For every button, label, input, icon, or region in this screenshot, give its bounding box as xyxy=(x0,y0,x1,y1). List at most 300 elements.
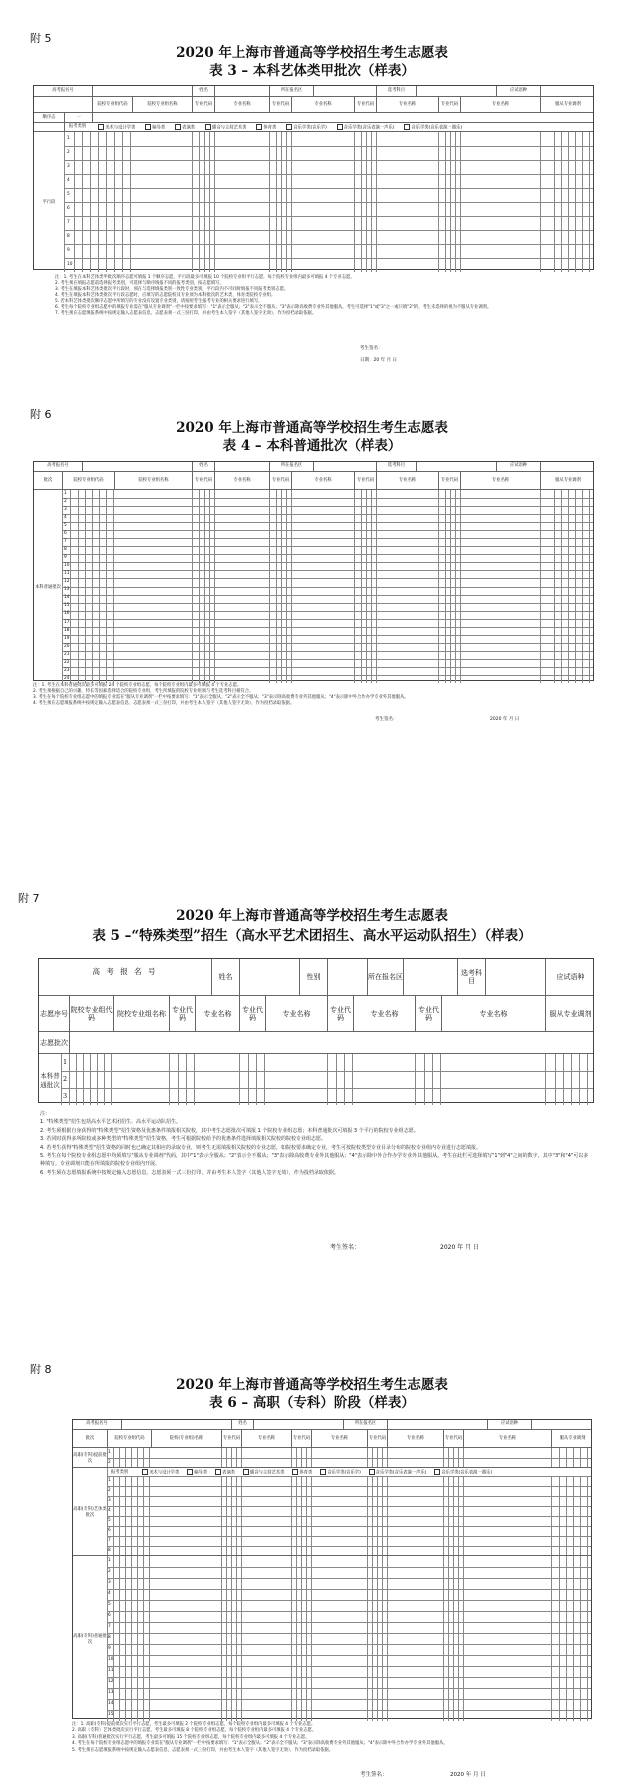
exam-number-input[interactable] xyxy=(92,86,192,96)
language-input[interactable] xyxy=(540,462,595,471)
column-divider xyxy=(450,132,451,272)
column-divider xyxy=(561,132,562,272)
column-divider xyxy=(125,1556,126,1721)
checkbox-icon xyxy=(175,124,181,130)
column-divider xyxy=(83,1054,84,1105)
column-divider xyxy=(143,1448,144,1468)
column-divider xyxy=(114,132,115,272)
row-divider xyxy=(62,514,593,515)
col-batch: 批次 xyxy=(85,1435,95,1441)
column-divider xyxy=(130,132,131,272)
header-row xyxy=(34,462,593,471)
column-divider xyxy=(366,490,367,683)
column-divider xyxy=(382,1448,383,1468)
col-major-name-3: 专业名称 xyxy=(387,1430,443,1448)
col-major-code-4: 专业代码 xyxy=(443,1430,463,1448)
column-divider xyxy=(113,490,114,683)
category-option[interactable]: 表演类 xyxy=(175,124,195,131)
row-number: 6 xyxy=(67,205,70,211)
row-divider xyxy=(62,506,593,507)
checkbox-icon xyxy=(337,124,343,130)
row-number: 17 xyxy=(64,619,70,625)
column-divider xyxy=(551,1556,552,1721)
row-divider xyxy=(64,244,593,245)
column-divider xyxy=(194,1054,195,1105)
row-divider xyxy=(62,619,593,620)
category-option[interactable]: 美术与设计学类 xyxy=(142,1469,179,1476)
column-divider xyxy=(301,1556,302,1721)
row-divider xyxy=(64,216,593,217)
col-major-code-2: 专业代码 xyxy=(291,1430,311,1448)
normal-batch-grid[interactable] xyxy=(73,1555,591,1721)
column-divider xyxy=(192,490,193,683)
column-divider xyxy=(149,1448,150,1468)
col-major-code-2: 专业代码 xyxy=(239,996,265,1032)
batch-grid[interactable] xyxy=(39,1053,593,1105)
row-number: 6 xyxy=(108,1613,111,1619)
language-label: 应试语种 xyxy=(487,1420,531,1429)
row-number: 19 xyxy=(64,635,70,641)
column-divider xyxy=(296,1476,297,1556)
column-divider xyxy=(568,490,569,683)
column-divider xyxy=(143,1556,144,1721)
batch-header-input[interactable] xyxy=(69,1032,595,1054)
row-number: 4 xyxy=(108,1507,111,1513)
region-input[interactable] xyxy=(313,462,376,471)
row-divider xyxy=(62,578,593,579)
col-major-code-2: 专业代码 xyxy=(269,97,291,113)
row-number: 8 xyxy=(67,233,70,239)
row-number: 13 xyxy=(108,1690,114,1696)
language-label: 应试语种 xyxy=(496,86,540,96)
column-divider xyxy=(376,490,377,683)
checkbox-icon xyxy=(145,124,151,130)
col-group-name: 院校专业组名称 xyxy=(132,97,192,113)
exam-number-cell[interactable] xyxy=(39,959,211,995)
column-divider xyxy=(137,1476,138,1556)
category-option[interactable]: 体育类 xyxy=(292,1469,312,1476)
column-divider xyxy=(554,490,555,683)
column-divider xyxy=(559,1448,560,1468)
row-number: 1 xyxy=(67,135,70,141)
column-divider xyxy=(372,1448,373,1468)
column-divider xyxy=(286,132,287,272)
row-divider xyxy=(107,1546,591,1547)
exam-number-input[interactable] xyxy=(82,462,192,471)
checkbox-icon xyxy=(404,124,410,130)
row-divider xyxy=(107,1600,591,1601)
row-divider xyxy=(107,1526,591,1527)
column-divider xyxy=(387,1556,388,1721)
annex6-title: 2020 年上海市普通高等学校招生考生志愿表 xyxy=(176,420,448,436)
row-divider xyxy=(62,675,593,676)
row-divider xyxy=(62,667,593,668)
column-divider xyxy=(221,1476,222,1556)
row-number: 5 xyxy=(64,523,67,529)
annex7-notes: 注： 1. "特殊类型"招生包括高水平艺术团招生、高水平运动队招生。 2. 考生须根据自身获得的"特殊类型"招生资格及优惠条件填报相关院校，其中考生志愿批次可填报 1 个院校专业组志愿；本科普通批次可填报 3 个平行的院校专业组志愿。 3. 若同时获得多所院校或多种类型的"特殊类型"招生资格，考生可根据院校给予的优惠条件选择填报相关院校的院校专业组志愿。 4. 若考生获得"特殊类型"招生资格的同时也已确定其相应的录取专业，则考生无需填报相关院校的专业志愿，如院校要求确定专业，考生可按院校类型专业目录分布的院校专业组内专业进行志愿填报。 5. 考生在每个院校专业组志愿中均须填写"服从专业调剂"代码，其中"1"表示全服从；"2"表示全不服从；"3"表示除高收费专业外其他服从；"4"表示除中外合作办学专业外其他服从。考生在此栏可选择填写"1"到"4"之间的数字，其中"3"和"4"可以多种填写。专业调剂只能在所填报的院校专业组内开展。 6. 考生须在志愿填报系统中按规定输入志愿信息，志愿表须一式三份打印，并由考生本人签字（其他人签字无效），作为投档录取依据。 xyxy=(40,1111,589,1176)
col-adjust: 服从专业调剂 xyxy=(540,472,595,490)
row-number: 8 xyxy=(108,1547,111,1553)
column-divider xyxy=(276,132,277,272)
column-divider xyxy=(367,1448,368,1468)
row-divider xyxy=(64,258,593,259)
column-divider xyxy=(448,1448,449,1468)
region-input[interactable] xyxy=(313,86,376,96)
category-option[interactable]: 音乐学类(音乐表演一器乐) xyxy=(434,1469,492,1476)
row-number: 1 xyxy=(108,1449,111,1455)
column-divider xyxy=(291,1448,292,1468)
category-option[interactable]: 音乐学类(音乐表演一声乐) xyxy=(369,1469,427,1476)
column-divider xyxy=(387,1448,388,1468)
column-divider xyxy=(545,1054,546,1105)
column-divider xyxy=(306,1448,307,1468)
row-number: 9 xyxy=(64,555,67,561)
column-divider xyxy=(366,132,367,272)
column-divider xyxy=(149,1556,150,1721)
column-divider xyxy=(432,1054,433,1105)
column-divider xyxy=(221,1448,222,1468)
column-divider xyxy=(137,1556,138,1721)
row-divider xyxy=(107,1578,591,1579)
annex6-label: 附 6 xyxy=(30,408,52,421)
column-divider xyxy=(372,1476,373,1556)
category-option[interactable]: 编导类 xyxy=(145,124,165,131)
category-option[interactable]: 音乐学类(音乐学) xyxy=(286,124,326,131)
column-divider xyxy=(566,1476,567,1556)
name-input[interactable] xyxy=(239,959,299,995)
category-option[interactable]: 音乐学类(音乐表演一器乐) xyxy=(404,124,462,131)
col-group-name: 院校(专业组)名称 xyxy=(151,1430,221,1448)
column-divider xyxy=(580,1556,581,1721)
column-divider xyxy=(226,1556,227,1721)
region-input[interactable] xyxy=(403,959,457,995)
row-divider xyxy=(64,146,593,147)
subjects-input[interactable] xyxy=(416,86,496,96)
column-header-row xyxy=(73,1429,591,1448)
row-number: 1 xyxy=(108,1558,111,1564)
col-major-name-4: 专业名称 xyxy=(460,472,540,490)
col-major-code-1: 专业代码 xyxy=(192,472,214,490)
exam-number-label: 高考报名号 xyxy=(86,1421,108,1427)
region-input[interactable] xyxy=(387,1420,487,1429)
annex6-form xyxy=(33,461,594,681)
header-row xyxy=(34,86,593,96)
row-number: 9 xyxy=(67,247,70,253)
row-number: 18 xyxy=(64,627,70,633)
column-divider xyxy=(291,132,292,272)
col-batch: 批次 xyxy=(43,477,53,483)
exam-number-input[interactable] xyxy=(121,1420,231,1429)
header-row xyxy=(39,959,593,995)
gender-input[interactable] xyxy=(327,959,367,995)
row-divider xyxy=(107,1516,591,1517)
column-divider xyxy=(443,1556,444,1721)
col-major-code-3: 专业代码 xyxy=(327,996,353,1032)
checkbox-icon xyxy=(286,124,292,130)
batch-grid[interactable] xyxy=(34,489,593,683)
column-divider xyxy=(463,1556,464,1721)
normal-batch-label: 高职(专科)普通批次 xyxy=(73,1633,107,1645)
col-group-name: 院校专业组名称 xyxy=(114,472,192,490)
column-divider xyxy=(311,1556,312,1721)
column-divider xyxy=(248,1054,249,1105)
row-number: 12 xyxy=(64,579,70,585)
annex5-notes: 注：1. 考生在本科艺体类甲批次顺序志愿可填报 1 个顺序志愿，平行段最多可填报 10 个院校专业组平行志愿，每个院校专业组内最多可填报 4 个专业志愿。 2. 考生须在填报志愿前选择报考类别，可选择与顺序填报不同的报考类别，按志愿填写。 3. 考生在填报本科艺体类批次平行段时，须在与选择填报类别一致性专业类别，平行段内不可同时填报不同报考类别志愿。 4. 考生在填报本科艺体类批次平行段志愿时，应填写的志愿院校及专业须为本科批次的艺术类、体育类院校专业组。 5. 若本科艺体类批次顺序志愿中所填写的专业没有设置专业类别，请按照考生报考专业的相关要求进行填写。 6. 考生每个院校专业组志愿中的填报专业需在"服从专业调剂"一栏中按要求填写："1"表示全服从；"2"表示全不服从；"3"表示除高收费专业外其他服从，考生可选择"1"或"3"之一或只填"2"的，考生未选择的视为不服从专业调剂。 7. 考生须在志愿填报系统中按规定输入志愿表信息，志愿表须一式三份打印，并由考生本人签字（其他人签字无效），作为投档录取依据。 xyxy=(55,275,492,316)
name-label: 姓名 xyxy=(192,86,214,96)
column-divider xyxy=(458,1448,459,1468)
annex5-form xyxy=(33,85,594,270)
name-input[interactable] xyxy=(253,1420,343,1429)
column-divider xyxy=(587,1448,588,1468)
col-group-code: 院校专业组代码 xyxy=(92,97,132,113)
row-divider xyxy=(107,1486,591,1487)
row-divider xyxy=(107,1633,591,1634)
annex5-subtitle: 表 3 – 本科艺体类甲批次（样表） xyxy=(209,63,415,79)
column-divider xyxy=(276,490,277,683)
column-divider xyxy=(573,1476,574,1556)
checkbox-icon xyxy=(434,1469,440,1475)
column-divider xyxy=(445,490,446,683)
early-batch-grid[interactable] xyxy=(73,1447,591,1468)
column-divider xyxy=(209,490,210,683)
art-batch-label: 高职(专科)艺体类批次 xyxy=(73,1507,107,1518)
column-divider xyxy=(575,490,576,683)
row-divider xyxy=(62,554,593,555)
name-label: 姓名 xyxy=(192,462,214,471)
row-divider xyxy=(62,643,593,644)
column-divider xyxy=(125,1448,126,1468)
row-divider xyxy=(62,651,593,652)
row-number: 3 xyxy=(108,1497,111,1503)
column-divider xyxy=(256,1054,257,1105)
col-major-name-3: 专业名称 xyxy=(353,996,415,1032)
column-divider xyxy=(568,132,569,272)
column-divider xyxy=(286,490,287,683)
zhiyuan-batch-label: 志愿批次 xyxy=(40,1038,68,1047)
column-divider xyxy=(559,1476,560,1556)
row-number: 8 xyxy=(108,1635,111,1641)
column-divider xyxy=(226,1448,227,1468)
language-input[interactable] xyxy=(531,1420,593,1429)
row-number: 7 xyxy=(108,1624,111,1630)
row-number: 21 xyxy=(64,651,70,657)
checkbox-icon xyxy=(369,1469,375,1475)
annex8-subtitle: 表 6 – 高职（专科）阶段（样表） xyxy=(209,1395,415,1411)
col-adjust: 服从专业调剂 xyxy=(540,97,595,113)
column-divider xyxy=(301,1448,302,1468)
column-divider xyxy=(199,132,200,272)
row-divider xyxy=(62,530,593,531)
row-number: 5 xyxy=(108,1517,111,1523)
row-number: 4 xyxy=(108,1591,111,1597)
row-divider xyxy=(62,538,593,539)
column-divider xyxy=(377,1476,378,1556)
subjects-label: 选考科目 xyxy=(376,462,416,471)
row-number: 20 xyxy=(64,643,70,649)
column-divider xyxy=(78,490,79,683)
column-divider xyxy=(443,1476,444,1556)
column-divider xyxy=(458,1476,459,1556)
name-input[interactable] xyxy=(214,86,269,96)
art-batch-grid[interactable] xyxy=(73,1467,591,1556)
column-divider xyxy=(186,1054,187,1105)
column-divider xyxy=(445,132,446,272)
column-divider xyxy=(573,1556,574,1721)
column-divider xyxy=(301,1476,302,1556)
checkbox-icon xyxy=(142,1469,148,1475)
column-divider xyxy=(241,1448,242,1468)
annex7-date: 2020 年 月 日 xyxy=(440,1244,479,1251)
batch-header-row xyxy=(39,1031,593,1054)
column-divider xyxy=(125,1476,126,1556)
row-divider xyxy=(64,160,593,161)
col-group-code: 院校专业组代码 xyxy=(62,472,114,490)
subjects-input[interactable] xyxy=(416,462,496,471)
annex7-label: 附 7 xyxy=(18,892,40,905)
column-divider xyxy=(463,1476,464,1556)
name-label: 姓名 xyxy=(211,959,239,995)
col-major-code-3: 专业代码 xyxy=(367,1430,387,1448)
column-divider xyxy=(192,132,193,272)
column-divider xyxy=(92,490,93,683)
row-divider xyxy=(107,1506,591,1507)
column-divider xyxy=(241,1556,242,1721)
language-input[interactable] xyxy=(540,86,595,96)
column-divider xyxy=(106,132,107,272)
row-divider xyxy=(107,1666,591,1667)
column-divider xyxy=(221,1556,222,1721)
row-number: 10 xyxy=(67,261,73,267)
column-divider xyxy=(382,1556,383,1721)
row-number: 2 xyxy=(64,498,67,504)
column-divider xyxy=(269,132,270,272)
checkbox-icon xyxy=(292,1469,298,1475)
annex8-section xyxy=(0,1355,624,1780)
column-divider xyxy=(440,1054,441,1105)
category-option[interactable]: 体育类 xyxy=(256,124,276,131)
column-divider xyxy=(372,1556,373,1721)
col-major-code-3: 专业代码 xyxy=(354,97,376,113)
row-number: 16 xyxy=(64,611,70,617)
column-divider xyxy=(231,1476,232,1556)
annex7-form xyxy=(38,958,594,1103)
early-batch-label: 高职(专科)提前批次 xyxy=(73,1453,107,1464)
column-divider xyxy=(354,490,355,683)
annex5-title: 2020 年上海市普通高等学校招生考生志愿表 xyxy=(176,45,448,61)
row-divider xyxy=(62,522,593,523)
column-divider xyxy=(236,1556,237,1721)
annex8-label: 附 8 xyxy=(30,1363,52,1376)
annex8-sign: 考生签名： xyxy=(360,1772,388,1778)
row-number: 11 xyxy=(64,571,70,577)
row-number: 10 xyxy=(108,1657,114,1663)
column-divider xyxy=(455,490,456,683)
column-header-row xyxy=(34,471,593,490)
annex5-label: 附 5 xyxy=(30,32,52,45)
column-divider xyxy=(131,1448,132,1468)
column-divider xyxy=(296,1448,297,1468)
column-divider xyxy=(291,490,292,683)
row-number: 5 xyxy=(108,1602,111,1608)
row-divider xyxy=(62,595,593,596)
row-divider xyxy=(107,1699,591,1700)
parallel-grid[interactable] xyxy=(34,131,593,272)
category-option[interactable]: 美术与设计学类 xyxy=(98,124,135,131)
annex6-sign: 考生签名： xyxy=(375,717,398,722)
col-major-name-1: 专业名称 xyxy=(195,996,239,1032)
category-option[interactable]: 编导类 xyxy=(187,1469,207,1476)
checkbox-icon xyxy=(205,124,211,130)
category-option[interactable]: 播音与主持艺术类 xyxy=(243,1469,284,1476)
language-label: 应试语种 xyxy=(545,959,595,995)
row-number: 4 xyxy=(67,177,70,183)
row-number: 9 xyxy=(108,1646,111,1652)
row-number: 7 xyxy=(108,1537,111,1543)
row-number: 22 xyxy=(64,659,70,665)
row-divider xyxy=(107,1644,591,1645)
row-divider xyxy=(64,230,593,231)
parallel-label: 平行段 xyxy=(42,200,56,205)
row-divider xyxy=(62,627,593,628)
sequential-num: 一 xyxy=(64,113,92,123)
name-input[interactable] xyxy=(214,462,269,471)
column-divider xyxy=(455,132,456,272)
annex6-notes: 注：1. 考生在本科普通批次最多可填报 24 个院校专业组志愿，每个院校专业组内最多可填报 4 个专业志愿。 2. 考生须根据自己的兴趣、特长等因素选择适合的院校专业组，考生所填报的院校专业组须与考生选考科目相符合。 3. 考生在每个院校专业组志愿中的填报专业需在"服从专业调剂"一栏中按要求填写："1"表示全服从；"2"表示全不服从；"3"表示除高收费专业外其他服从；"4"表示除中外合作办学专业外其他服从。 4. 考生须在志愿填报系统中按规定输入志愿表信息，志愿表须一式三份打印，并由考生本人签字（其他人签字无效），作为投档录取依据。 xyxy=(33,683,409,706)
col-major-name-4: 专业名称 xyxy=(460,97,540,113)
column-divider xyxy=(111,1054,112,1105)
column-divider xyxy=(580,1476,581,1556)
column-divider xyxy=(291,1476,292,1556)
exam-number-label: 高 考 报 名 号 xyxy=(92,966,158,976)
row-number: 2 xyxy=(63,1075,68,1084)
column-divider xyxy=(450,490,451,683)
row-number: 10 xyxy=(64,563,70,569)
row-number: 8 xyxy=(64,547,67,553)
col-major-name-4: 专业名称 xyxy=(441,996,545,1032)
subjects-input[interactable] xyxy=(485,959,545,995)
row-number: 1 xyxy=(63,1058,68,1067)
column-divider xyxy=(169,1054,170,1105)
column-divider xyxy=(90,132,91,272)
col-major-name-2: 专业名称 xyxy=(311,1430,367,1448)
column-divider xyxy=(460,490,461,683)
category-label: 报考类别 xyxy=(69,124,87,130)
column-divider xyxy=(415,1054,416,1105)
row-number: 2 xyxy=(67,149,70,155)
batch-label: 本科普通批次 xyxy=(35,584,61,590)
column-divider xyxy=(463,1448,464,1468)
row-divider xyxy=(62,546,593,547)
column-divider xyxy=(119,1448,120,1468)
category-option[interactable]: 表演类 xyxy=(215,1469,235,1476)
row-divider xyxy=(64,202,593,203)
col-group-name: 院校专业组名称 xyxy=(113,996,169,1032)
col-adjust: 服从专业调剂 xyxy=(545,996,595,1032)
category-option[interactable]: 音乐学类(音乐学) xyxy=(320,1469,360,1476)
row-number: 23 xyxy=(64,667,70,673)
column-divider xyxy=(106,490,107,683)
category-option[interactable]: 播音与主持艺术类 xyxy=(205,124,246,131)
batch-label: 本科普通批次 xyxy=(40,1071,60,1089)
column-divider xyxy=(371,132,372,272)
row-number: 15 xyxy=(64,603,70,609)
row-number: 2 xyxy=(108,1487,111,1493)
column-divider xyxy=(204,132,205,272)
category-option[interactable]: 音乐学类(音乐表演一声乐) xyxy=(337,124,395,131)
row-number: 12 xyxy=(108,1679,114,1685)
column-divider xyxy=(97,1054,98,1105)
column-divider xyxy=(291,1556,292,1721)
